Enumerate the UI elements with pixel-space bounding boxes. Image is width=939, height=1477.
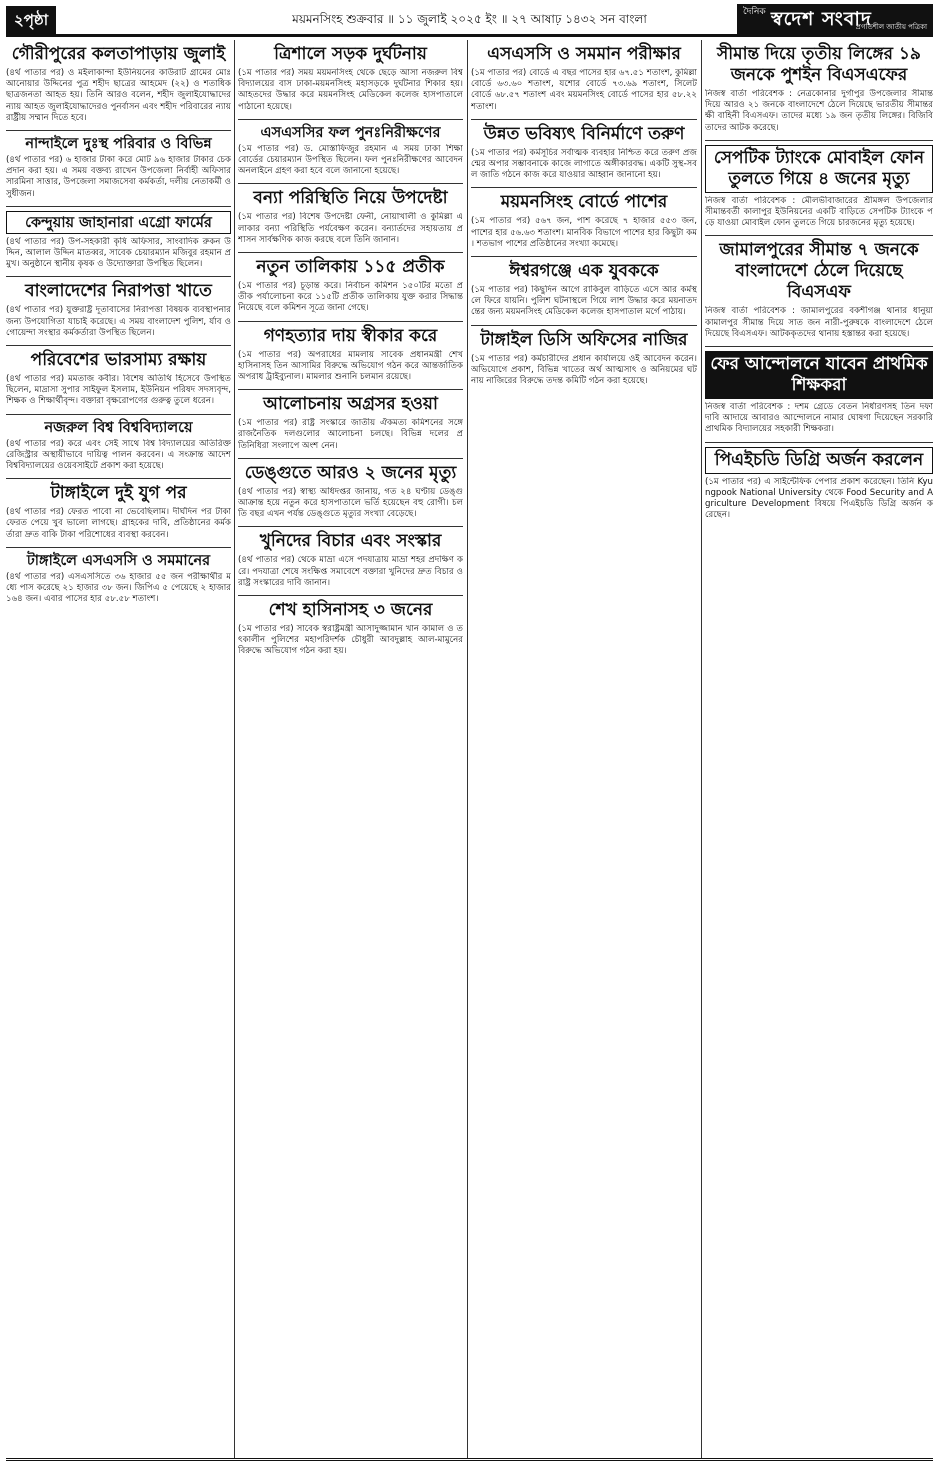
headline-youth-future: উন্নত ভবিষ্যৎ বিনির্মাণে তরুণ bbox=[483, 123, 685, 144]
article-body: নিজস্ব বার্তা পরিবেশক : দশম গ্রেডে বেতন নির্ধারণসহ তিন দফা দাবি আদায়ে আবারও আন্দোলনে নামার ঘোষণা দিয়েছেন সরকারি প্রাথমিক বিদ্যালয়ের সহকারী শিক্ষকরা। bbox=[705, 402, 933, 435]
headline-septic-tank: সেপটিক ট্যাংকে মোবাইল ফোন তুলতে গিয়ে ৪ জনের মৃত্যু bbox=[705, 145, 933, 193]
page-number: ২পৃষ্ঠা bbox=[6, 6, 56, 37]
dateline: ময়মনসিংহ শুক্রবার ॥ ১১ জুলাই ২০২৫ ইং ॥ ২৭ আষাঢ় ১৪৩২ সন বাংলা bbox=[292, 12, 647, 26]
article-body: (৪র্থ পাতার পর) মমতাজ কবীর। বিশেষ অতিথি হিসেবে উপস্থিত ছিলেন, মাদ্রাসা সুপার সাইফুল ইসলাম, ইউনিয়ন পরিষদ সদস্যবৃন্দ, শিক্ষক ও শিক্ষার্থীবৃন্দ। বক্তারা বৃক্ষরোপণের গুরুত্ব তুলে ধরেন। bbox=[6, 374, 231, 407]
divider bbox=[6, 130, 231, 131]
newspaper-logo bbox=[737, 4, 933, 34]
logo-top-text: দৈনিক bbox=[743, 7, 766, 17]
headline-nazrul-university: নজরুল বিশ্ব বিশ্ববিদ্যালয়ে bbox=[44, 418, 193, 436]
divider bbox=[705, 346, 933, 347]
divider bbox=[705, 442, 933, 443]
divider bbox=[238, 183, 463, 184]
divider bbox=[238, 389, 463, 390]
article-body: (১ম পাতার পর) সময় ময়মনসিংহ থেকে ছেড়ে আসা নজরুল বিশ্ববিদ্যালয়ের বাস ঢাকা-ময়মনসিংহ মহাসড়কে দুর্ঘটনার শিকার হয়। আহতদের উদ্ধার করে ময়মনসিংহ মেডিকেল কলেজ হাসপাতালে পাঠানো হয়েছে। bbox=[238, 68, 463, 112]
headline-trishal-accident: ত্রিশালে সড়ক দুর্ঘটনায় bbox=[274, 44, 427, 64]
headline-ssc-exam: এসএসসি ও সমমান পরীক্ষার bbox=[487, 44, 681, 64]
article-body: (১ম পাতার পর) বোর্ডে এ বছর পাসের হার ৬৭.৫১ শতাংশ, কুমিল্লা বোর্ডে ৬৩.৬০ শতাংশ, যশোর বোর্ডে ৭৩.৬৯ শতাংশ, সিলেট বোর্ডে ৬৮.৫৭ শতাংশ এবং ময়মনসিংহ বোর্ডে পাসের হার ৫৮.২২ শতাংশ। bbox=[471, 68, 697, 112]
divider bbox=[238, 252, 463, 253]
headline-sheikh-hasina: শেখ হাসিনাসহ ৩ জনের bbox=[268, 600, 433, 621]
headline-nandail: নান্দাইলে দুঃস্থ পরিবার ও বিভিন্ন bbox=[25, 135, 212, 153]
article-body: (১ম পাতার পর) কর্মচারীদের প্রধান কার্যালয়ে ওই আবেদন করেন। অভিযোগে প্রকাশ, বিভিন্ন খাতের অর্থ আত্মসাৎ ও অনিয়মের ঘটনায় নাজিরের বিরুদ্ধে তদন্ত কমিটি গঠন করা হয়েছে। bbox=[471, 353, 697, 387]
article-body: (১ম পাতার পর) কিছুদিন আগে রাকিবুল বাড়িতে এসে আর কর্মস্থলে ফিরে যায়নি। পুলিশ ঘটনাস্থলে গিয়ে লাশ উদ্ধার করে ময়নাতদন্তের জন্য ময়মনসিংহ মেডিকেল কলেজ হাসপাতাল মর্গে পাঠায়। bbox=[471, 285, 697, 318]
article-body: (৪র্থ পাতার পর) যুক্তরাষ্ট্র দূতাবাসের নিরাপত্তা বিষয়ক ব্যবস্থাপনার জন্য উপযোগিতা যাচাই করেছে। এ সময় বাংলাদেশ পুলিশ, র্যাব ও গোয়েন্দা সংস্থার কর্মকর্তারা উপস্থিত ছিলেন। bbox=[6, 305, 231, 338]
divider bbox=[6, 206, 231, 207]
column-1 bbox=[6, 40, 231, 1458]
headline-tangail-dc-office: টাঙ্গাইল ডিসি অফিসের নাজির bbox=[480, 329, 688, 350]
divider bbox=[6, 547, 231, 548]
article-body: (৪র্থ পাতার পর) ফেরত পাবো না ভেবেছিলাম। দীর্ঘদিন পর টাকা ফেরত পেয়ে খুব ভালো লাগছে। গ্রাহকের দাবি, প্রতিষ্ঠানের কর্মকর্তারা দ্রুত বাকি টাকা পরিশোধের ব্যবস্থা করবেন। bbox=[6, 507, 231, 540]
article-body: নিজস্ব বার্তা পরিবেশক : নেত্রকোনার দুর্গাপুর উপজেলার সীমান্ত দিয়ে আরও ২১ জনকে বাংলাদেশে ঠেলে দিয়েছে ভারতীয় সীমান্তরক্ষী বাহিনী বিএসএফ। তাদের মধ্যে ১৯ জন তৃতীয় লিঙ্গের। বিজিবি তাদের আটক করেছে। bbox=[705, 89, 933, 133]
article-body: (৪র্থ পাতার পর) করে এবং সেই সাথে বিশ্ব বিদ্যালয়ের অতিরিক্ত রেজিস্ট্রার অস্থায়ীভাবে দায়িত্ব পালন করবেন। এ সংক্রান্ত আদেশ বিশ্ববিদ্যালয়ের ওয়েবসাইটে প্রকাশ করা হয়েছে। bbox=[6, 438, 231, 472]
headline-mymensingh-board: ময়মনসিংহ বোর্ডে পাশের bbox=[500, 192, 668, 213]
headline-flood-adviser: বন্যা পরিস্থিতি নিয়ে উপদেষ্টা bbox=[253, 188, 448, 209]
divider bbox=[6, 345, 231, 346]
article-body: (৪র্থ পাতার পর) ৬ হাজার টাকা করে মোট ৯৬ হাজার টাকার চেক প্রদান করা হয়। এ সময় বক্তব্য রাখেন উপজেলা নির্বাহী অফিসার সারমিনা সাত্তার, উপজেলা সমাজসেবা কর্মকর্তা, দলীয় নেতাকর্মী ও সুধীজন। bbox=[6, 155, 231, 199]
headline-killers-trial: খুনিদের বিচার এবং সংস্কার bbox=[259, 531, 442, 552]
headline-genocide-confession: গণহত্যার দায় স্বীকার করে bbox=[263, 325, 438, 346]
column-3 bbox=[471, 40, 697, 1458]
article-body: নিজস্ব বার্তা পরিবেশক : জামালপুরের বকশীগঞ্জ থানার ধানুয়া কামালপুর সীমান্ত দিয়ে সাত জন নারী-পুরুষকে বাংলাদেশে ঠেলে দিয়েছে বিএসএফ। আটককৃতদের থানায় হস্তান্তর করা হয়েছে। bbox=[705, 306, 933, 339]
column-divider bbox=[234, 40, 235, 1458]
headline-kendua: কেন্দুয়ায় জাহানারা এগ্রো ফার্মের bbox=[6, 211, 231, 234]
headline-ssc-review: এসএসসির ফল পুনঃনিরীক্ষণের bbox=[260, 123, 441, 141]
column-divider bbox=[467, 40, 468, 1458]
headline-border-pushin: সীমান্ত দিয়ে তৃতীয় লিঙ্গের ১৯ জনকে পুশইন বিএসএফের bbox=[717, 44, 921, 85]
divider bbox=[471, 325, 697, 326]
column-4 bbox=[705, 40, 933, 1458]
divider bbox=[238, 119, 463, 120]
article-body: (১ম পাতার পর) চূড়ান্ত করে। নির্বাচন কমিশন ১৫০টির মতো প্রতীক পর্যালোচনা করে ১১৫টি প্রতীক তালিকায় যুক্ত করার সিদ্ধান্ত নিয়েছে বলে কমিশন সূত্রে জানা গেছে। bbox=[238, 281, 463, 314]
headline-tangail-two-decades: টাঙ্গাইলে দুই যুগ পর bbox=[50, 483, 187, 504]
headline-gouripur: গৌরীপুরের কলতাপাড়ায় জুলাই bbox=[11, 44, 226, 64]
headline-primary-teachers: ফের আন্দোলনে যাবেন প্রাথমিক শিক্ষকরা bbox=[705, 351, 933, 399]
article-body: (৪র্থ পাতার পর) এসএসসিতে ৩৬ হাজার ৫৫ জন পরীক্ষার্থীর মধ্যে পাস করেছে ২১ হাজার ৩৮ জন। জিপিএ ৫ পেয়েছে ২ হাজার ১৬৪ জন। এবার পাসের হার ৫৮.৫৮ শতাংশ। bbox=[6, 571, 231, 605]
divider bbox=[238, 526, 463, 527]
article-body: (৪র্থ পাতার পর) উপ-সহকারী কৃষি অফিসার, সাংবাদিক রুকন উদ্দিন, আলাল উদ্দিন মাতব্বর, সাবেক চেয়ারম্যান মজিবুর রহমান প্রমুখ। অনুষ্ঠানে স্থানীয় কৃষক ও উদ্যোক্তারা উপস্থিত ছিলেন। bbox=[6, 236, 231, 270]
headline-environment: পরিবেশের ভারসাম্য রক্ষায় bbox=[30, 350, 207, 371]
article-body: (১ম পাতার পর) ড. মোস্তাফিজুর রহমান এ সময় ঢাকা শিক্ষা বোর্ডের চেয়ারম্যান উপস্থিত ছিলেন। ফল পুনঃনিরীক্ষণের আবেদন অনলাইনে গ্রহণ করা হবে বলে জানানো হয়েছে। bbox=[238, 143, 463, 177]
column-divider bbox=[701, 40, 702, 1458]
divider bbox=[6, 414, 231, 415]
divider bbox=[238, 458, 463, 459]
divider bbox=[238, 321, 463, 322]
headline-phd-degree: পিএইচডি ডিগ্রি অর্জন করলেন bbox=[705, 447, 933, 474]
article-body: (১ম পাতার পর) রাষ্ট্র সংস্কারে জাতীয় ঐকমত্য কমিশনের সঙ্গে রাজনৈতিক দলগুলোর আলোচনা চলছে। বিভিন্ন দলের প্রতিনিধিরা সংলাপে অংশ নেন। bbox=[238, 418, 463, 451]
article-body: (৪র্থ পাতার পর) স্বাস্থ্য অধিদপ্তর জানায়, গত ২৪ ঘণ্টায় ডেঙ্গু আক্রান্ত হয়ে নতুন করে হাসপাতালে ভর্তি হয়েছেন বহু রোগী। চলতি বছর এখন পর্যন্ত ডেঙ্গুতে মৃত্যুর সংখ্যা বেড়েছে। bbox=[238, 486, 463, 520]
masthead bbox=[6, 4, 933, 37]
divider bbox=[238, 595, 463, 596]
article-body: (১ম পাতার পর) কর্মসূচির সর্বাত্মক ব্যবহার নিশ্চিত করে তরুণ প্রজন্মের অপার সম্ভাবনাকে কাজে লাগাতে অঙ্গীকারবদ্ধ। একটি সুস্থ-সবল জাতি গঠনে কাজ করে যাওয়ার আহ্বান জানানো হয়। bbox=[471, 147, 697, 181]
headline-security: বাংলাদেশের নিরাপত্তা খাতে bbox=[25, 281, 212, 302]
article-body: (৪র্থ পাতার পর) ও মইলাকান্দা ইউনিয়নের কাউরাট গ্রামের মোঃ আনোয়ার উদ্দিনের পুত্র শহীদ ছাত্রের আহমেদ (২২) ও শতাধিক ছাত্রজনতা আহত হয়। তিনি আরও বলেন, শহীদ জুলাইযোদ্ধাদের ন্যায় আহত জুলাইযোদ্ধাদেরও পুনর্বাসন এবং শহীদ পরিবারের ন্যায় রাষ্ট্রীয় সম্মান দিতে হবে। bbox=[6, 68, 231, 123]
column-2 bbox=[238, 40, 463, 1458]
article-body: (৪র্থ পাতার পর) থেকে মাভ্রা এসে পদযাত্রায় মাভ্রা শহর প্রদক্ষিণ করে। পদযাত্রা শেষে সংক্ষিপ্ত সমাবেশে বক্তারা খুনিদের দ্রুত বিচার ও রাষ্ট্র সংস্কারের দাবি জানান। bbox=[238, 555, 463, 588]
divider bbox=[705, 140, 933, 141]
headline-115-symbols: নতুন তালিকায় ১১৫ প্রতীক bbox=[256, 257, 445, 278]
divider bbox=[471, 256, 697, 257]
headline-tangail-ssc: টাঙ্গাইলে এসএসসি ও সমমানের bbox=[26, 551, 211, 569]
article-body: (১ম পাতার পর) এ সাইন্টেফিক পেপার প্রকাশ করেছেন। তিনি Kyungpook National University থেকে Food Security and Agriculture Development বিষয়ে পিএইচডি ডিগ্রি অর্জন করেছেন। bbox=[705, 476, 933, 521]
divider bbox=[471, 119, 697, 120]
divider bbox=[471, 187, 697, 188]
logo-name: স্বদেশ সংবাদ bbox=[771, 8, 872, 30]
divider bbox=[705, 235, 933, 236]
headline-dengue: ডেঙ্গুতে আরও ২ জনের মৃত্যু bbox=[244, 462, 457, 483]
headline-jamalpur-border: জামালপুরের সীমান্ত ৭ জনকে বাংলাদেশে ঠেলে দিয়েছে বিএসএফ bbox=[719, 240, 919, 303]
article-body: (১ম পাতার পর) বিশেষ উপদেষ্টা ফেনী, নোয়াখালী ও কুমিল্লা এলাকার বন্যা পরিস্থিতি পর্যবেক্ষণ করেন। বন্যার্তদের সহায়তায় প্রশাসন সার্বক্ষণিক কাজ করছে বলে তিনি জানান। bbox=[238, 212, 463, 245]
article-body: নিজস্ব বার্তা পরিবেশক : মৌলভীবাজারের শ্রীমঙ্গল উপজেলার সীমান্তবর্তী কালাপুর ইউনিয়নের একটি বাড়িতে সেপটিক ট্যাংকে পড়ে যাওয়া মোবাইল ফোন তুলতে গিয়ে চারজনের মৃত্যু হয়েছে। bbox=[705, 195, 933, 229]
divider bbox=[6, 276, 231, 277]
logo-tagline: প্রগতিশীল জাতীয় পত্রিকা bbox=[855, 23, 927, 31]
article-body: (১ম পাতার পর) ৫৬৭ জন, পাশ করেছে ৭ হাজার ৫৫৩ জন, পাশের হার ৫৬.৬৩ শতাংশ। মানবিক বিভাগে পাশের হার কিছুটা কম। শতভাগ পাশের প্রতিষ্ঠানের সংখ্যা কমেছে। bbox=[471, 216, 697, 249]
article-body: (১ম পাতার পর) সাবেক স্বরাষ্ট্রমন্ত্রী আসাদুজ্জামান খান কামাল ও তৎকালীন পুলিশের মহাপরিদর্শক চৌধুরী আবদুল্লাহ আল-মামুনের বিরুদ্ধে অভিযোগ গঠন করা হয়। bbox=[238, 624, 463, 657]
headline-discussion-progress: আলোচনায় অগ্রসর হওয়া bbox=[263, 394, 438, 415]
headline-ishwarganj: ঈশ্বরগঞ্জে এক যুবককে bbox=[509, 261, 659, 282]
page-footer-rule bbox=[6, 1458, 933, 1471]
divider bbox=[6, 478, 231, 479]
article-body: (১ম পাতার পর) অপরাধের মামলায় সাবেক প্রধানমন্ত্রী শেখ হাসিনাসহ তিন আসামির বিরুদ্ধে অভিযোগ গঠন করে আন্তর্জাতিক অপরাধ ট্রাইব্যুনাল। মামলার শুনানি চলমান রয়েছে। bbox=[238, 349, 463, 383]
